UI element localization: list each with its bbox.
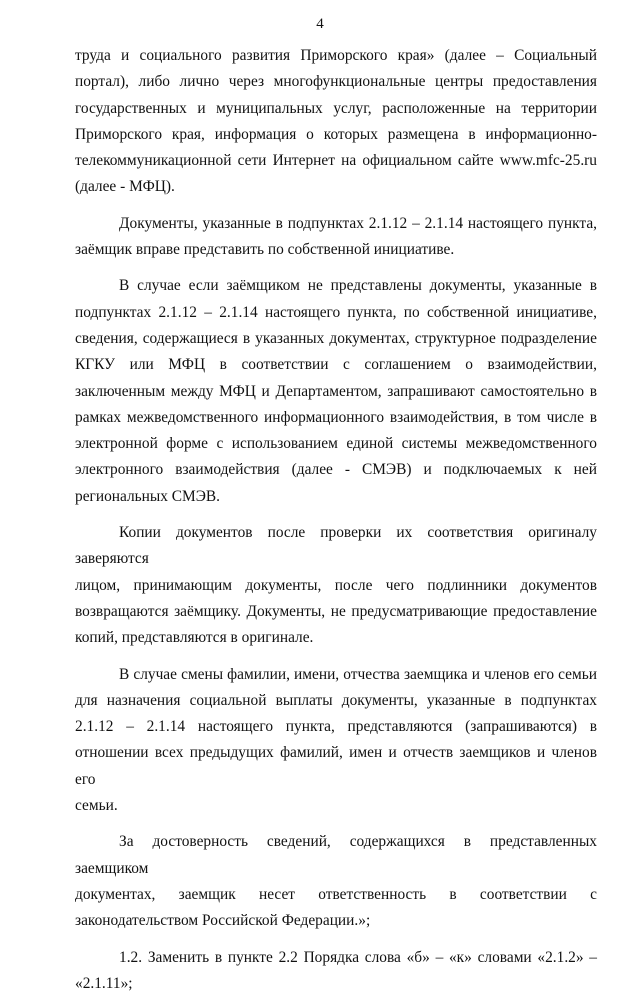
paragraph-line: подпунктах 2.1.12 – 2.1.14 настоящего пункта, по собственной инициативе,	[75, 303, 597, 321]
paragraph-line: электронного взаимодействия (далее - СМЭВ) и подключаемых к ней	[75, 461, 597, 479]
paragraph-line: 2.1.12 – 2.1.14 настоящего пункта, представляются (запрашиваются) в	[75, 718, 597, 736]
paragraph-line: труда и социального развития Приморского края» (далее – Социальный	[75, 47, 597, 64]
paragraph	[75, 662, 597, 820]
paragraph-line: возвращаются заёмщику. Документы, не предусматривающие предоставление	[75, 602, 597, 620]
paragraph-line: документах, заемщик несет ответственность в соответствии с	[75, 885, 597, 903]
paragraph-line: государственных и муниципальных услуг, расположенные на территории	[75, 99, 597, 117]
paragraph-line: «2.1.11»;	[75, 974, 133, 992]
document-body	[75, 43, 597, 1007]
paragraph-line: семьи.	[75, 797, 118, 815]
paragraph	[75, 211, 597, 264]
paragraph-line: рамках межведомственного информационного взаимодействия, в том числе в	[75, 408, 597, 426]
paragraph-line: телекоммуникационной сети Интернет на официальном сайте www.mfc-25.ru	[75, 152, 597, 170]
paragraph-line: 1.2. Заменить в пункте 2.2 Порядка слова «б» – «к» словами «2.1.2» –	[119, 948, 597, 966]
paragraph-line: В случае смены фамилии, имени, отчества заемщика и членов его семьи	[119, 665, 597, 683]
paragraph-line: В случае если заёмщиком не представлены документы, указанные в	[119, 277, 597, 295]
page-number: 4	[316, 16, 324, 32]
paragraph-line: (далее - МФЦ).	[75, 178, 175, 196]
paragraph-line: Документы, указанные в подпунктах 2.1.12 – 2.1.14 настоящего пункта,	[119, 214, 597, 232]
paragraph-line: законодательством Российской Федерации.»;	[75, 912, 371, 930]
paragraph-line: отношении всех предыдущих фамилий, имен и отчеств заемщиков и членов его	[75, 744, 597, 788]
paragraph	[75, 43, 597, 201]
paragraph-line: За достоверность сведений, содержащихся в представленных заемщиком	[75, 833, 597, 877]
paragraph	[75, 520, 597, 651]
paragraph-line: заключенным между МФЦ и Департаментом, запрашивают самостоятельно в	[75, 382, 597, 400]
paragraph	[75, 945, 597, 998]
paragraph-line: копий, представляются в оригинале.	[75, 629, 314, 647]
paragraph	[75, 273, 597, 510]
paragraph-line: сведения, содержащиеся в указанных документах, структурное подразделение	[75, 329, 597, 347]
paragraph-line: региональных СМЭВ.	[75, 487, 221, 505]
paragraph-line: заёмщик вправе представить по собственной инициативе.	[75, 241, 455, 259]
paragraph-line: портал), либо лично через многофункциональные центры предоставления	[75, 73, 597, 91]
paragraph-line: КГКУ или МФЦ в соответствии с соглашением о взаимодействии,	[75, 356, 597, 374]
paragraph-line: Копии документов после проверки их соответствия оригиналу заверяются	[75, 524, 597, 568]
paragraph-line: Приморского края, информация о которых размещена в информационно-	[75, 125, 597, 143]
paragraph-line: электронной форме с использованием единой системы межведомственного	[75, 435, 597, 453]
paragraph-line: лицом, принимающим документы, после чего подлинники документов	[75, 576, 597, 594]
paragraph	[75, 829, 597, 934]
paragraph-line: для назначения социальной выплаты документы, указанные в подпунктах	[75, 691, 597, 709]
